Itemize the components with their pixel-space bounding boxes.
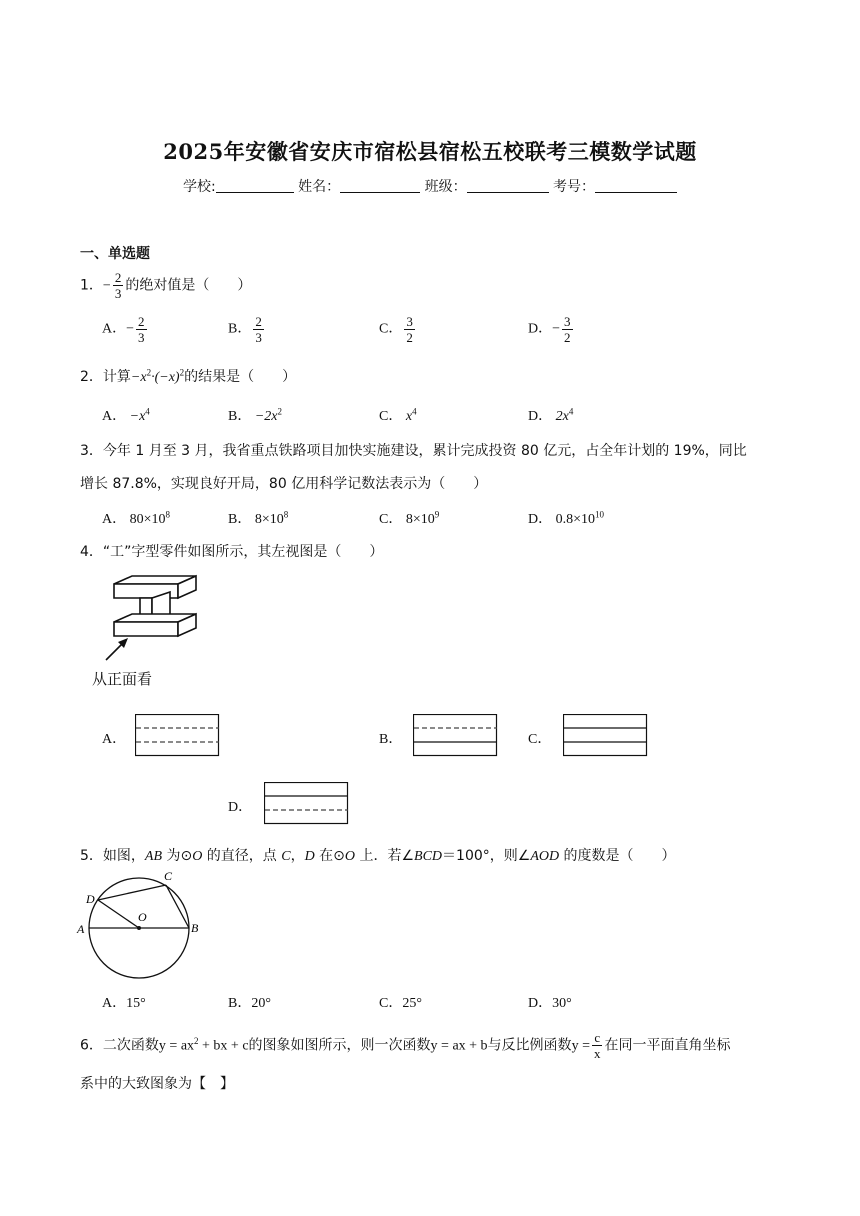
q2-exp-b: 2 <box>179 367 185 378</box>
q6-frac-num: c <box>594 1030 601 1045</box>
q1-a-num: 2 <box>138 314 145 329</box>
q5-text-8: 的度数是（ ） <box>559 848 676 864</box>
circle-figure <box>74 868 208 980</box>
q4-option-d-figure[interactable] <box>264 782 349 825</box>
question-5 <box>80 845 676 865</box>
q1-a-sign: − <box>126 321 135 337</box>
q1-b-label: B． <box>228 321 252 337</box>
label-a: A <box>77 922 85 936</box>
figure-caption: 从正面看 <box>92 670 153 688</box>
q1-option-a[interactable] <box>102 314 149 345</box>
q1-a-frac <box>136 314 147 345</box>
q2-b-base: −2x <box>254 409 278 424</box>
q1-c-frac <box>404 314 415 345</box>
q1-minus: − <box>102 278 111 294</box>
q1-c-den: 2 <box>406 330 413 345</box>
q3-option-a[interactable] <box>102 508 170 528</box>
q5-o2: O <box>344 849 356 864</box>
q4-option-a-label[interactable]: A． <box>102 732 127 747</box>
q1-b-frac <box>253 314 264 345</box>
exam-no-blank <box>595 180 677 193</box>
q3-c-label: C． <box>379 512 403 527</box>
page-title: 2025年安徽省安庆市宿松县宿松五校联考三模数学试题 <box>163 139 697 164</box>
q6-pre: 6．二次函数 <box>80 1037 159 1054</box>
q6-mid2: 与反比例函数 <box>487 1037 572 1054</box>
q5-d-label: D． <box>528 996 553 1011</box>
q2-b-exp: 2 <box>277 406 283 417</box>
q5-aod: AOD <box>530 849 560 864</box>
q3-c-exp: 9 <box>434 509 440 520</box>
q5-c-value: 25° <box>402 996 422 1011</box>
q5-text-6: 上．若∠ <box>355 848 415 864</box>
label-c: C <box>164 869 173 883</box>
q5-d: D <box>304 849 315 864</box>
q1-d-num: 3 <box>564 314 571 329</box>
q4-option-c-figure[interactable] <box>563 714 648 757</box>
question-3-line-2: 增长 87.8%，实现良好开局，80 亿用科学记数法表示为（ ） <box>80 476 488 492</box>
q1-a-den: 3 <box>138 330 145 345</box>
q4-option-a-figure[interactable] <box>135 714 220 757</box>
q5-option-a[interactable] <box>102 992 146 1012</box>
q2-exp-a: 2 <box>146 367 152 378</box>
q5-ab: AB <box>144 849 163 864</box>
q1-frac-num: 2 <box>114 270 122 285</box>
q5-b-label: B． <box>228 996 252 1011</box>
q1-option-c[interactable] <box>379 314 417 345</box>
q2-d-base: 2x <box>555 409 569 424</box>
q2-a-label: A． <box>102 409 127 424</box>
exam-no-label: 考号： <box>553 179 596 195</box>
q5-text-1: 5．如图， <box>80 848 145 864</box>
q2-option-b[interactable] <box>228 405 282 425</box>
q5-bcd: BCD <box>414 849 443 864</box>
q5-d-value: 30° <box>552 996 572 1011</box>
q5-text-4: ， <box>290 848 305 864</box>
q2-option-d[interactable] <box>528 405 573 425</box>
q3-option-b[interactable] <box>228 508 288 528</box>
question-4: 4．“工”字型零件如图所示，其左视图是（ ） <box>80 544 384 560</box>
q1-d-label: D． <box>528 321 553 337</box>
q4-option-d-label[interactable]: D． <box>228 800 253 815</box>
q2-number: 2． <box>80 369 103 385</box>
q3-c-base: 8×10 <box>405 512 435 527</box>
q1-d-sign: − <box>552 321 561 337</box>
q5-option-d[interactable] <box>528 992 572 1012</box>
q1-c-num: 3 <box>406 314 413 329</box>
q2-option-a[interactable] <box>102 405 150 425</box>
q5-o: O <box>192 849 203 864</box>
q3-b-exp: 8 <box>283 509 289 520</box>
q5-option-b[interactable] <box>228 992 271 1012</box>
q5-a-value: 15° <box>126 996 146 1011</box>
q2-post: 的结果是（ ） <box>184 369 297 385</box>
label-o: O <box>138 910 147 924</box>
q2-expr-a: −x <box>130 370 147 385</box>
q2-option-c[interactable] <box>379 405 417 425</box>
q5-text-5: 在⊙ <box>314 848 345 864</box>
q3-option-d[interactable] <box>528 508 604 528</box>
q2-d-label: D． <box>528 409 553 424</box>
name-label: 姓名： <box>298 179 341 195</box>
q6-f2: y = ax + b <box>430 1038 488 1054</box>
q6-f1-exp: 2 <box>194 1035 199 1046</box>
q6-f3-pre: y = <box>571 1038 590 1054</box>
q3-a-base: 80×10 <box>129 512 166 527</box>
q2-c-base: x <box>405 409 413 424</box>
q1-number: 1． <box>80 277 103 294</box>
q2-c-label: C． <box>379 409 403 424</box>
q1-a-label: A． <box>102 321 127 337</box>
q1-d-den: 2 <box>564 330 571 345</box>
q1-frac-den: 3 <box>114 286 122 301</box>
school-label: 学校: <box>182 179 216 195</box>
q5-text-2: 为⊙ <box>162 848 193 864</box>
q3-b-label: B． <box>228 512 252 527</box>
school-blank <box>216 180 294 193</box>
q3-d-label: D． <box>528 512 553 527</box>
student-info-line <box>0 176 860 196</box>
q6-f1: y = ax <box>158 1038 195 1054</box>
q5-text-7: ＝100°，则∠ <box>442 848 531 864</box>
q1-b-den: 3 <box>255 330 262 345</box>
q2-d-exp: 4 <box>568 406 574 417</box>
q2-a-base: −x <box>129 409 146 424</box>
question-2 <box>80 366 296 386</box>
section-heading: 一、单选题 <box>80 246 150 262</box>
q6-frac-den: x <box>593 1046 601 1061</box>
question-1 <box>80 270 251 301</box>
q5-c-label: C． <box>379 996 403 1011</box>
class-blank <box>467 180 549 193</box>
q3-option-c[interactable] <box>379 508 439 528</box>
q1-fraction <box>113 270 124 301</box>
q2-a-exp: 4 <box>145 406 150 417</box>
q3-d-exp: 10 <box>595 509 605 520</box>
q4-option-c-label[interactable]: C． <box>528 732 552 747</box>
q5-text-3: 的直径，点 <box>202 848 282 864</box>
q5-c: C <box>281 849 291 864</box>
q5-option-c[interactable] <box>379 992 422 1012</box>
q1-d-frac <box>562 314 573 345</box>
i-beam-part-figure <box>92 574 202 664</box>
class-label: 班级： <box>424 179 467 195</box>
question-6-line-2: 系中的大致图象为【 】 <box>80 1076 234 1092</box>
question-6-line-1 <box>80 1030 730 1061</box>
q6-mid: 的图象如图所示，则一次函数 <box>248 1037 431 1054</box>
question-3-line-1: 3．今年 1 月至 3 月，我省重点铁路项目加快实施建设，累计完成投资 80 亿元，占全年计划的 19%，同比 <box>80 443 747 459</box>
q3-a-exp: 8 <box>165 509 171 520</box>
q2-b-label: B． <box>228 409 252 424</box>
q5-a-label: A． <box>102 996 127 1011</box>
q1-c-label: C． <box>379 321 403 337</box>
q2-expr-b: ·(−x) <box>151 370 180 385</box>
q1-text: 的绝对值是（ ） <box>125 277 252 294</box>
q1-option-b[interactable] <box>228 314 266 345</box>
q6-post: 在同一平面直角坐标 <box>604 1037 731 1054</box>
q4-option-b-figure[interactable] <box>413 714 498 757</box>
q3-b-base: 8×10 <box>254 512 284 527</box>
label-b: B <box>191 921 199 935</box>
q3-d-base: 0.8×10 <box>555 512 596 527</box>
q4-option-b-label[interactable]: B． <box>379 732 403 747</box>
q6-fraction <box>592 1030 603 1061</box>
q2-c-exp: 4 <box>412 406 417 417</box>
q6-f1-rest: + bx + c <box>198 1038 249 1054</box>
q1-option-d[interactable] <box>528 314 575 345</box>
q5-b-value: 20° <box>251 996 271 1011</box>
q3-a-label: A． <box>102 512 127 527</box>
q2-pre: 计算 <box>102 369 131 385</box>
name-blank <box>340 180 420 193</box>
label-d: D <box>86 892 95 906</box>
q1-b-num: 2 <box>255 314 262 329</box>
